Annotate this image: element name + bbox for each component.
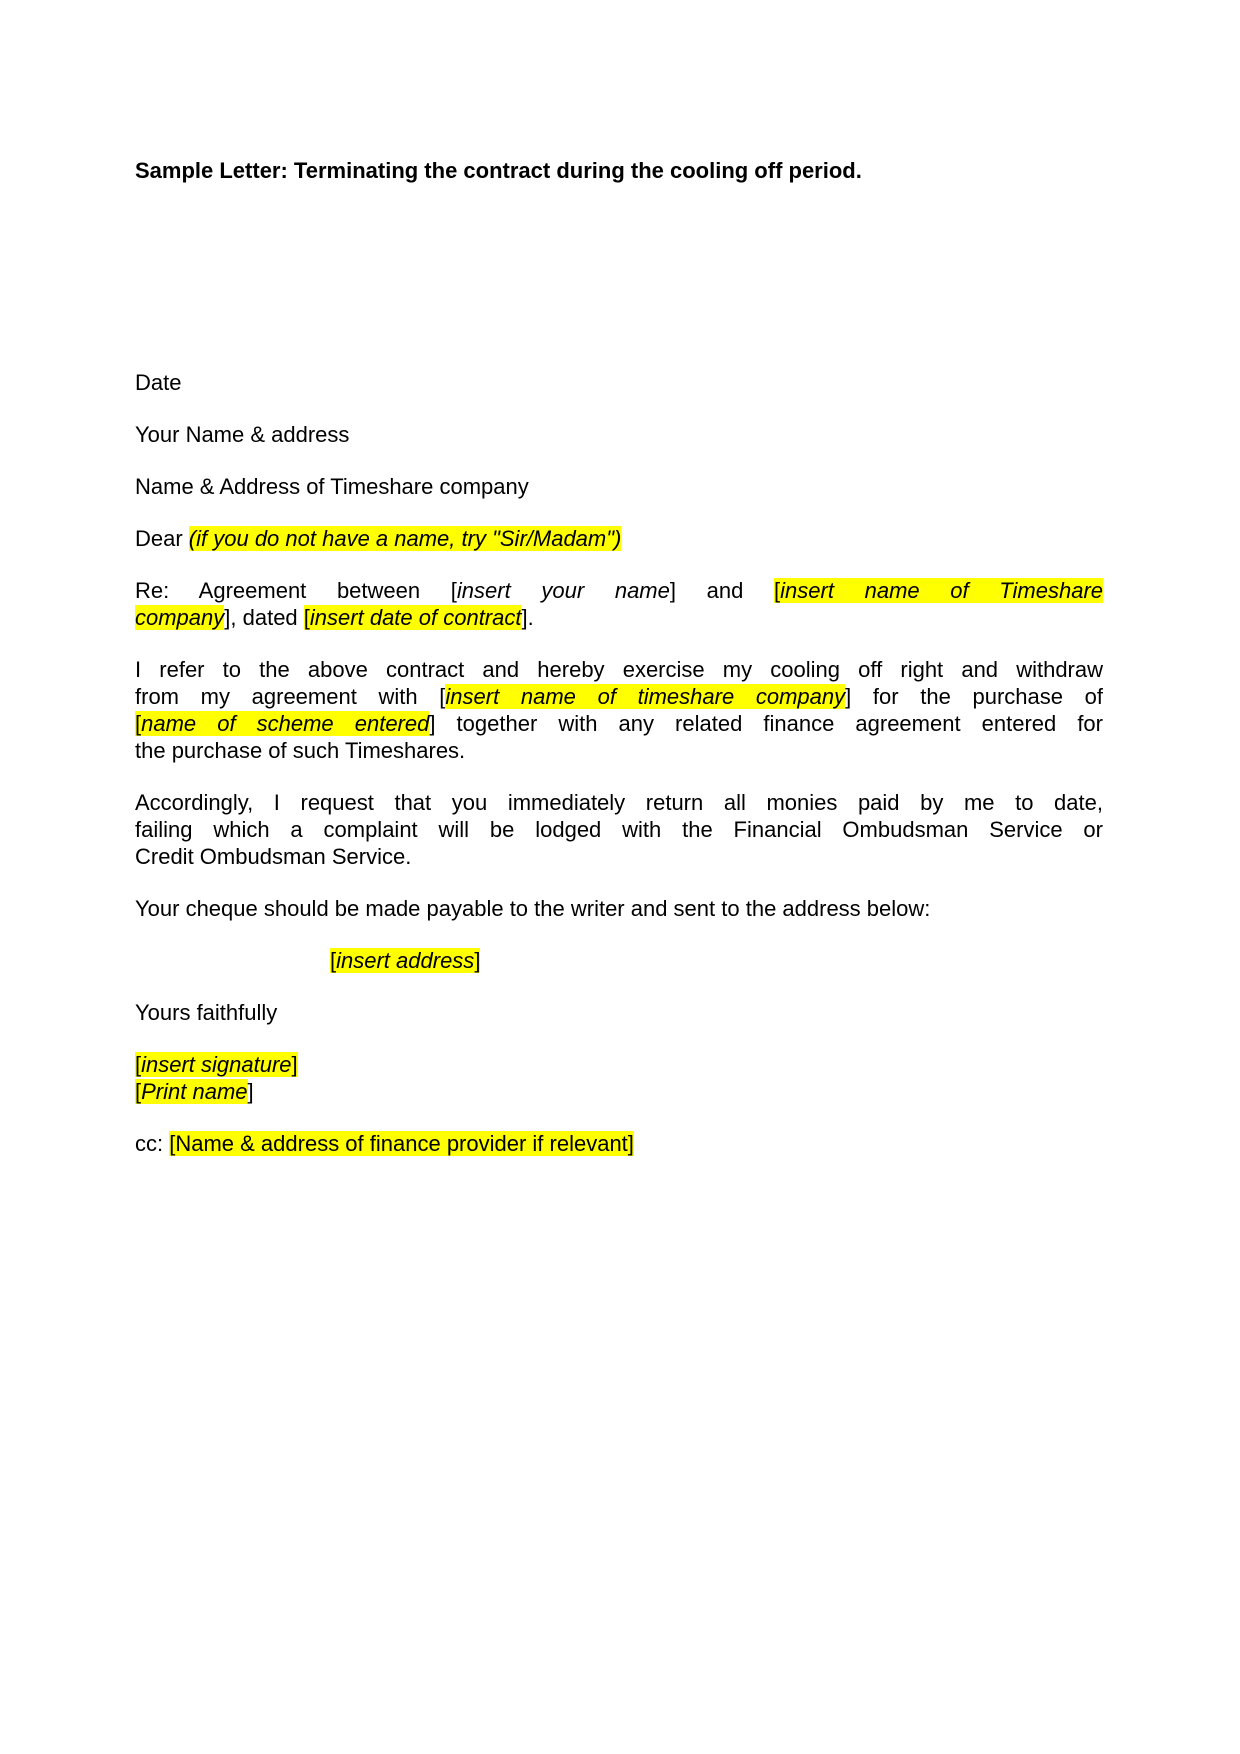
cheque-instruction-line <box>135 895 1103 922</box>
text-run: ] together with any related finance agreement entered for <box>429 711 1103 736</box>
salutation-line <box>135 525 1103 552</box>
refund-request-paragraph <box>135 789 1103 870</box>
text-run: Date <box>135 370 182 395</box>
recipient-address-line <box>135 473 1103 500</box>
text-line <box>135 816 1103 843</box>
text-run: failing which a complaint will be lodged with the Financial Ombudsman Service or <box>135 817 1103 842</box>
insert-address-line <box>135 947 1103 974</box>
highlighted-text-run: [Name & address of finance provider if relevant] <box>169 1131 634 1156</box>
highlighted-text-run: Print name <box>141 1079 248 1104</box>
highlighted-text-run: insert signature <box>141 1052 292 1077</box>
text-run: Accordingly, I request that you immediately return all monies paid by me to date, <box>135 790 1103 815</box>
text-line <box>135 789 1103 816</box>
text-run: cc: <box>135 1131 170 1156</box>
sender-address-line <box>135 421 1103 448</box>
highlighted-text-run: [ <box>774 578 781 603</box>
text-line <box>135 1078 1103 1105</box>
text-run: I refer to the above contract and hereby exercise my cooling off right and withdraw <box>135 657 1103 682</box>
text-run: Your cheque should be made payable to the writer and sent to the address below: <box>135 896 931 921</box>
highlighted-text-run: [ <box>303 605 310 630</box>
text-line <box>135 683 1103 710</box>
highlighted-text-run: [ <box>135 1052 142 1077</box>
highlighted-text-run: ] <box>291 1052 298 1077</box>
text-line <box>135 656 1103 683</box>
text-run: [ <box>450 578 457 603</box>
highlighted-text-run: insert name of timeshare company <box>445 684 846 709</box>
text-run: insert your name <box>456 578 670 603</box>
text-line <box>135 421 1103 448</box>
highlighted-text-run: [ <box>330 948 337 973</box>
letter-body <box>135 369 1103 1157</box>
highlighted-text-run: ] <box>474 948 481 973</box>
date-line <box>135 369 1103 396</box>
text-run: [ <box>439 684 446 709</box>
text-line <box>135 1051 1103 1078</box>
closing-line <box>135 999 1103 1026</box>
text-run: ] <box>247 1079 254 1104</box>
text-line <box>135 577 1103 604</box>
letter-title: Sample Letter: Terminating the contract during the cooling off period. <box>135 158 862 183</box>
text-run: ]. <box>521 605 534 630</box>
text-line <box>135 737 1103 764</box>
text-line <box>135 895 1103 922</box>
text-line <box>135 369 1103 396</box>
text-line <box>135 1130 1103 1157</box>
text-line <box>135 604 1103 631</box>
text-run: Your Name & address <box>135 422 350 447</box>
text-line <box>135 710 1103 737</box>
text-run: ] and <box>669 578 775 603</box>
text-line <box>135 525 1103 552</box>
highlighted-text-run: insert date of contract <box>309 605 522 630</box>
text-run: Dear <box>135 526 189 551</box>
text-run: ] for the purchase of <box>845 684 1104 709</box>
text-run: Re: Agreement between <box>135 578 451 603</box>
signature-block <box>135 1051 1103 1105</box>
highlighted-text-run: insert name of Timeshare <box>780 578 1104 603</box>
highlighted-text-run: (if you do not have a name, try "Sir/Madam") <box>188 526 622 551</box>
text-run: ], dated <box>224 605 304 630</box>
text-line <box>135 843 1103 870</box>
text-run: the purchase of such Timeshares. <box>135 738 466 763</box>
withdrawal-paragraph <box>135 656 1103 764</box>
re-subject-paragraph <box>135 577 1103 631</box>
text-line <box>330 947 1103 974</box>
text-line <box>135 473 1103 500</box>
text-run: Name & Address of Timeshare company <box>135 474 529 499</box>
highlighted-text-run: [ <box>135 711 142 736</box>
text-run: from my agreement with <box>135 684 440 709</box>
highlighted-text-run: name of scheme entered <box>141 711 430 736</box>
text-run: Credit Ombudsman Service. <box>135 844 412 869</box>
text-line <box>135 999 1103 1026</box>
text-run: Yours faithfully <box>135 1000 278 1025</box>
highlighted-text-run: insert address <box>336 948 475 973</box>
highlighted-text-run: [ <box>135 1079 142 1104</box>
highlighted-text-run: company <box>135 605 225 630</box>
cc-line <box>135 1130 1103 1157</box>
